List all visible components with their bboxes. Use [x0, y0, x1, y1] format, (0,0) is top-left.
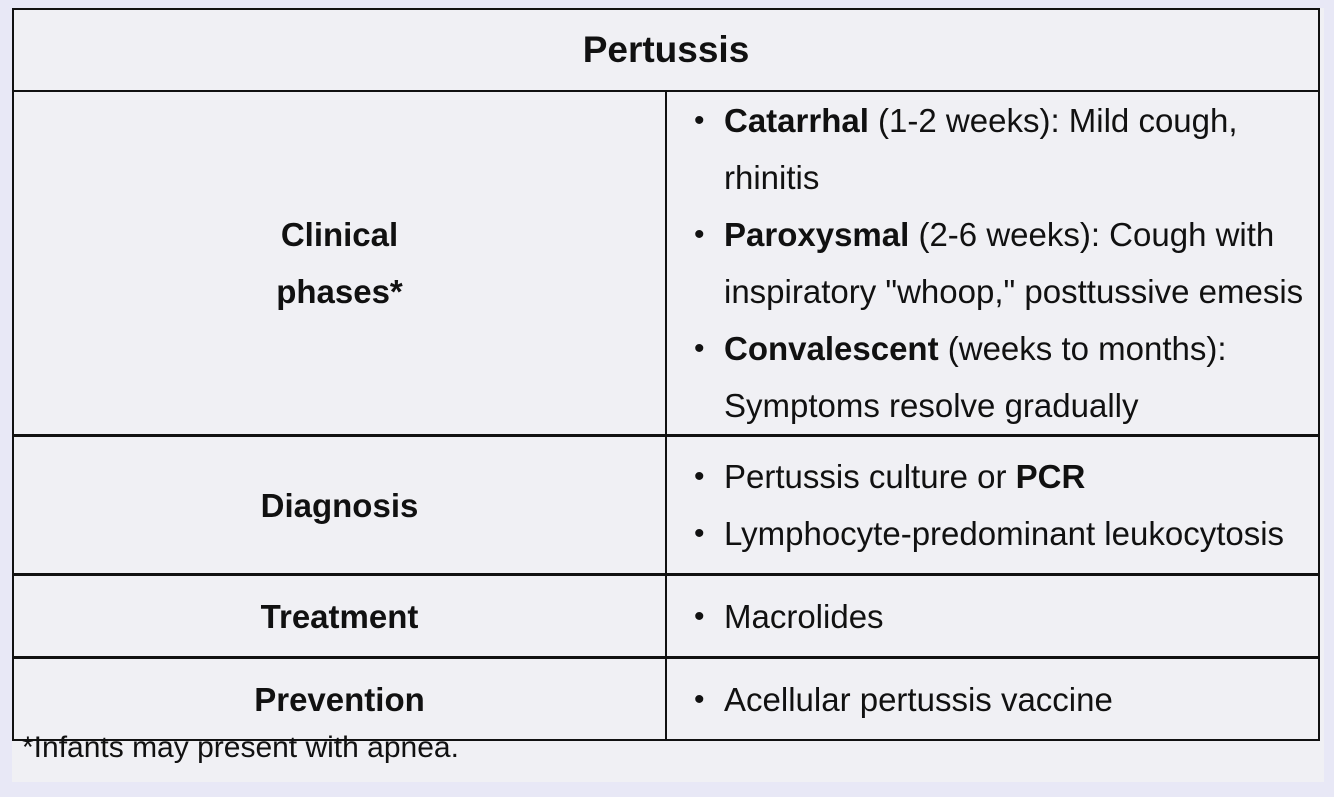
phase-desc-paroxysmal: (2-6 weeks): Cough with inspiratory "whoop," posttussive emesis: [724, 216, 1304, 310]
phase-desc-convalescent: (weeks to months): Symptoms resolve gradually: [724, 330, 1227, 424]
row-label-treatment: Treatment: [13, 575, 666, 658]
diagnosis-culture-text: Pertussis culture or: [724, 458, 1016, 495]
list-item-vaccine: • Acellular pertussis vaccine: [724, 671, 1318, 728]
phase-name-paroxysmal: Paroxysmal: [724, 216, 910, 253]
row-label-prevention: Prevention: [13, 658, 666, 741]
row-content-diagnosis: [666, 436, 1319, 575]
phase-name-convalescent: Convalescent: [724, 330, 939, 367]
table-row-diagnosis: [13, 436, 1319, 575]
row-label-diagnosis: Diagnosis: [13, 436, 666, 575]
row-content-prevention: [666, 658, 1319, 741]
table-row-treatment: [13, 575, 1319, 658]
list-item-leukocytosis: • Lymphocyte-predominant leukocytosis: [724, 505, 1318, 562]
diagnosis-list: [667, 448, 1318, 562]
table-title: Pertussis: [13, 9, 1319, 91]
phase-name-catarrhal: Catarrhal: [724, 102, 869, 139]
pertussis-panel: [12, 8, 1324, 782]
title-row: [13, 9, 1319, 91]
list-item-convalescent: [724, 320, 1318, 434]
row-content-clinical-phases: [666, 91, 1319, 436]
row-label-clinical-phases: [13, 91, 666, 436]
list-item-macrolides: • Macrolides: [724, 588, 1318, 645]
list-item-catarrhal: [724, 92, 1318, 206]
footnote: *Infants may present with apnea.: [22, 731, 459, 764]
list-item-paroxysmal: [724, 206, 1318, 320]
diagnosis-pcr-text: PCR: [1015, 458, 1086, 495]
row-content-treatment: [666, 575, 1319, 658]
clinical-phases-list: [667, 92, 1318, 434]
table-row-clinical-phases: [13, 91, 1319, 436]
list-item-culture-pcr: [724, 448, 1318, 505]
pertussis-table: [12, 8, 1320, 741]
row-label-clinical-phases-line2: phases*: [276, 273, 403, 310]
row-label-clinical-phases-line1: Clinical: [280, 216, 399, 253]
treatment-list: [667, 588, 1318, 645]
phase-desc-catarrhal: (1-2 weeks): Mild cough, rhinitis: [724, 102, 1238, 196]
prevention-list: [667, 671, 1318, 728]
